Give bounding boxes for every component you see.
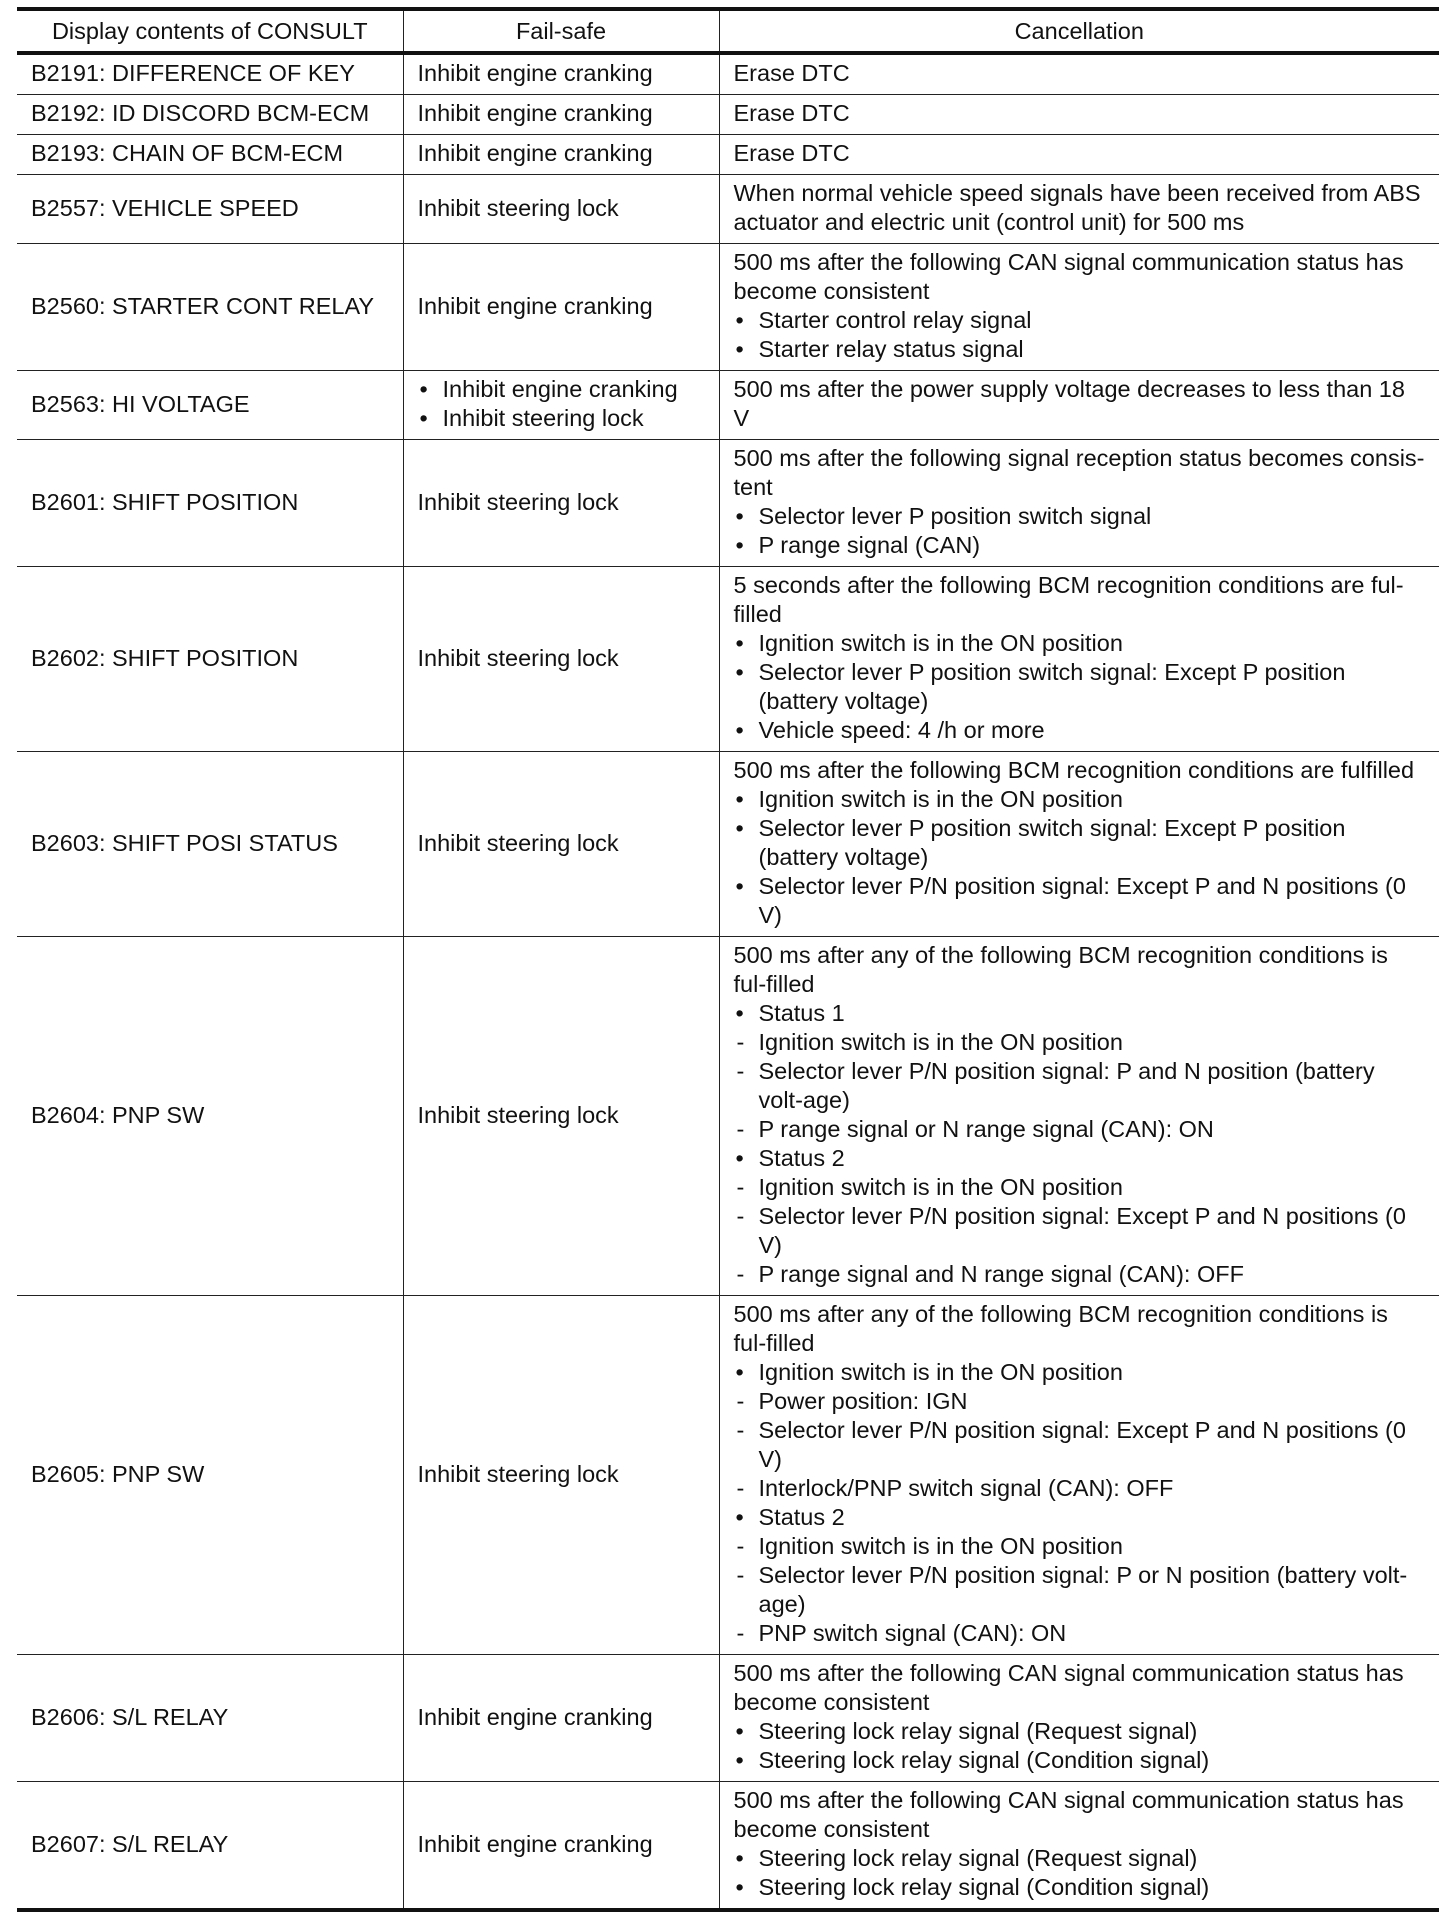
cancellation-list (734, 1844, 1426, 1902)
fail-safe-text: Inhibit steering lock (417, 644, 619, 671)
table-header (17, 9, 1439, 53)
dash-item: - Selector lever P/N position signal: Except P and N positions (0 V) (734, 1202, 1426, 1260)
dtc-display-cell: B2563: HI VOLTAGE (17, 371, 403, 440)
dash-item: - Ignition switch is in the ON position (734, 1532, 1426, 1561)
dash-item: - Power position: IGN (734, 1387, 1426, 1416)
cancellation-intro-text: 500 ms after any of the following BCM recognition conditions is ful-filled (733, 942, 1388, 997)
cancellation-cell (719, 244, 1439, 371)
cancellation-cell (719, 752, 1439, 937)
fail-safe-text: Inhibit engine cranking (417, 100, 653, 126)
dtc-display-cell: B2604: PNP SW (17, 937, 403, 1296)
fail-safe-cell (403, 53, 719, 95)
cancellation-cell (719, 53, 1439, 95)
bullet-item: • Steering lock relay signal (Request signal) (734, 1717, 1426, 1746)
fail-safe-cell (403, 937, 719, 1296)
fail-safe-cell (403, 440, 719, 567)
cancellation-intro-text: 500 ms after any of the following BCM recognition conditions is ful-filled (733, 1301, 1388, 1356)
fail-safe-text: Inhibit steering lock (417, 488, 619, 515)
fail-safe-table-sheet (17, 7, 1439, 1912)
bullet-item: • Steering lock relay signal (Request signal) (734, 1844, 1426, 1873)
cancellation-list (734, 306, 1426, 364)
table-row (17, 53, 1439, 95)
fail-safe-cell (403, 244, 719, 371)
dtc-display-cell: B2603: SHIFT POSI STATUS (17, 752, 403, 937)
bullet-item: • Ignition switch is in the ON position (734, 1358, 1426, 1387)
fail-safe-text: Inhibit engine cranking (417, 60, 653, 86)
fail-safe-cell (403, 371, 719, 440)
bullet-item: • P range signal (CAN) (734, 531, 1426, 560)
table-row (17, 1782, 1439, 1911)
fail-safe-table (17, 7, 1439, 1912)
dash-item: - P range signal or N range signal (CAN): ON (734, 1115, 1426, 1144)
cancellation-cell (719, 440, 1439, 567)
fail-safe-text: Inhibit steering lock (417, 829, 619, 856)
cancellation-text: Erase DTC (733, 100, 850, 126)
cancellation-text: 500 ms after the power supply voltage decreases to less than 18 V (733, 376, 1405, 431)
fail-safe-cell (403, 1655, 719, 1782)
bullet-item: • Selector lever P position switch signal (734, 502, 1426, 531)
table-row (17, 440, 1439, 567)
bullet-item: • Vehicle speed: 4 /h or more (734, 716, 1426, 745)
cancellation-list (734, 785, 1426, 930)
bullet-item: • Selector lever P position switch signal: Except P position (battery voltage) (734, 658, 1426, 716)
bullet-item: • Status 2 (734, 1503, 1426, 1532)
fail-safe-cell (403, 752, 719, 937)
dash-item: - Ignition switch is in the ON position (734, 1173, 1426, 1202)
dtc-display-cell: B2602: SHIFT POSITION (17, 567, 403, 752)
cancellation-intro-text: 500 ms after the following signal reception status becomes consis-tent (733, 445, 1425, 500)
cancellation-intro-text: 500 ms after the following BCM recognition conditions are fulfilled (733, 757, 1415, 783)
cancellation-intro-text: 5 seconds after the following BCM recognition conditions are ful-filled (733, 572, 1404, 627)
table-row (17, 95, 1439, 135)
fail-safe-cell (403, 1782, 719, 1911)
table-row (17, 937, 1439, 1296)
bullet-item: • Starter relay status signal (734, 335, 1426, 364)
dtc-display-cell: B2192: ID DISCORD BCM-ECM (17, 95, 403, 135)
fail-safe-cell (403, 135, 719, 175)
dash-item: - Ignition switch is in the ON position (734, 1028, 1426, 1057)
bullet-item: • Inhibit engine cranking (418, 375, 705, 404)
dtc-display-cell: B2191: DIFFERENCE OF KEY (17, 53, 403, 95)
fail-safe-list (418, 375, 705, 433)
cancellation-cell (719, 937, 1439, 1296)
cancellation-cell (719, 135, 1439, 175)
cancellation-cell (719, 175, 1439, 244)
dtc-display-cell: B2557: VEHICLE SPEED (17, 175, 403, 244)
table-row (17, 752, 1439, 937)
dtc-display-cell: B2606: S/L RELAY (17, 1655, 403, 1782)
fail-safe-text: Inhibit engine cranking (417, 140, 653, 166)
fail-safe-cell (403, 175, 719, 244)
bullet-item: • Steering lock relay signal (Condition signal) (734, 1873, 1426, 1902)
fail-safe-cell (403, 95, 719, 135)
table-row (17, 1296, 1439, 1655)
header-display-contents: Display contents of CONSULT (17, 9, 403, 53)
fail-safe-text: Inhibit steering lock (417, 1101, 619, 1128)
cancellation-text: When normal vehicle speed signals have been received from ABS actuator and electric unit (control unit) for 500 ms (733, 180, 1421, 235)
fail-safe-text: Inhibit steering lock (417, 1460, 619, 1487)
dtc-display-cell: B2601: SHIFT POSITION (17, 440, 403, 567)
cancellation-cell (719, 1655, 1439, 1782)
cancellation-list (734, 999, 1426, 1289)
dtc-display-cell: B2607: S/L RELAY (17, 1782, 403, 1911)
bullet-item: • Starter control relay signal (734, 306, 1426, 335)
fail-safe-text: Inhibit steering lock (417, 194, 619, 221)
bullet-item: • Selector lever P position switch signal: Except P position (battery voltage) (734, 814, 1426, 872)
dtc-display-cell: B2560: STARTER CONT RELAY (17, 244, 403, 371)
bullet-item: • Ignition switch is in the ON position (734, 785, 1426, 814)
dtc-display-cell: B2605: PNP SW (17, 1296, 403, 1655)
fail-safe-text: Inhibit engine cranking (417, 1703, 653, 1730)
fail-safe-text: Inhibit engine cranking (417, 292, 653, 319)
table-row (17, 371, 1439, 440)
cancellation-cell (719, 371, 1439, 440)
cancellation-cell (719, 1782, 1439, 1911)
table-row (17, 244, 1439, 371)
cancellation-intro-text: 500 ms after the following CAN signal communication status has become consistent (733, 1660, 1404, 1715)
bullet-item: • Steering lock relay signal (Condition signal) (734, 1746, 1426, 1775)
cancellation-text: Erase DTC (733, 140, 850, 166)
bullet-item: • Status 2 (734, 1144, 1426, 1173)
table-row (17, 1655, 1439, 1782)
header-row (17, 9, 1439, 53)
cancellation-cell (719, 1296, 1439, 1655)
bullet-item: • Ignition switch is in the ON position (734, 629, 1426, 658)
dash-item: - P range signal and N range signal (CAN): OFF (734, 1260, 1426, 1289)
dash-item: - Interlock/PNP switch signal (CAN): OFF (734, 1474, 1426, 1503)
dash-item: - PNP switch signal (CAN): ON (734, 1619, 1426, 1648)
table-row (17, 567, 1439, 752)
cancellation-intro-text: 500 ms after the following CAN signal communication status has become consistent (733, 1787, 1404, 1842)
header-cancellation: Cancellation (719, 9, 1439, 53)
cancellation-list (734, 1358, 1426, 1648)
cancellation-cell (719, 567, 1439, 752)
dash-item: - Selector lever P/N position signal: P or N position (battery volt-age) (734, 1561, 1426, 1619)
header-fail-safe: Fail-safe (403, 9, 719, 53)
dash-item: - Selector lever P/N position signal: P and N position (battery volt-age) (734, 1057, 1426, 1115)
table-row (17, 175, 1439, 244)
bullet-item: • Inhibit steering lock (418, 404, 705, 433)
table-body (17, 53, 1439, 1910)
bullet-item: • Status 1 (734, 999, 1426, 1028)
dtc-display-cell: B2193: CHAIN OF BCM-ECM (17, 135, 403, 175)
fail-safe-cell (403, 567, 719, 752)
cancellation-cell (719, 95, 1439, 135)
fail-safe-cell (403, 1296, 719, 1655)
bullet-item: • Selector lever P/N position signal: Except P and N positions (0 V) (734, 872, 1426, 930)
cancellation-list (734, 502, 1426, 560)
fail-safe-text: Inhibit engine cranking (417, 1830, 653, 1857)
dash-item: - Selector lever P/N position signal: Except P and N positions (0 V) (734, 1416, 1426, 1474)
cancellation-list (734, 629, 1426, 745)
cancellation-intro-text: 500 ms after the following CAN signal communication status has become consistent (733, 249, 1404, 304)
cancellation-list (734, 1717, 1426, 1775)
cancellation-text: Erase DTC (733, 60, 850, 86)
table-row (17, 135, 1439, 175)
